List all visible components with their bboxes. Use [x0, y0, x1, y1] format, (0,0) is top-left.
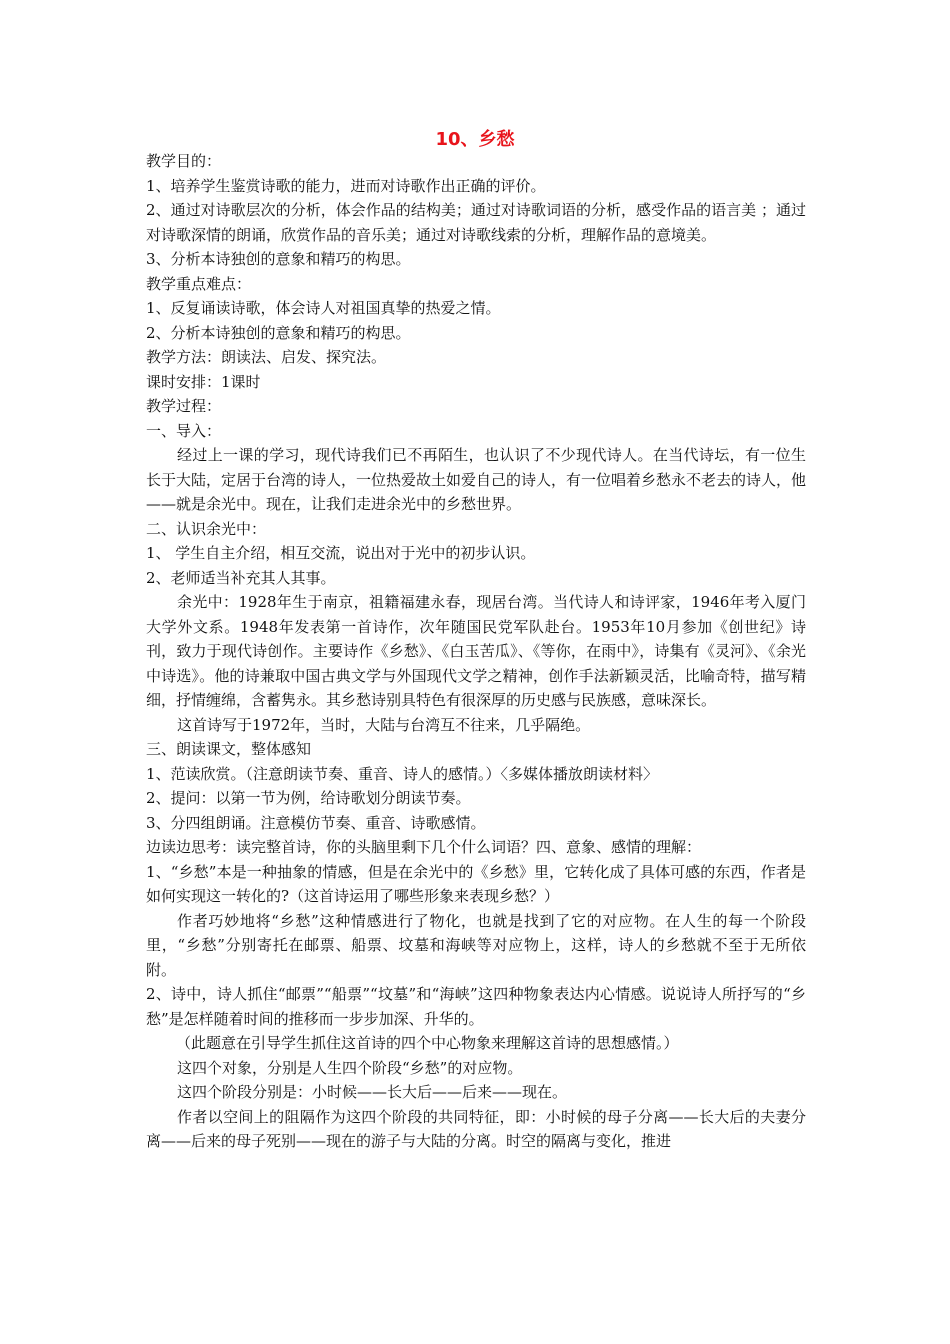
page-title: 10、乡愁	[435, 129, 515, 150]
step-item: 3、分四组朗诵。注意模仿节奏、重音、诗歌感情。	[146, 813, 486, 832]
question-paragraph: 2、诗中，诗人抓住“邮票”“船票”“坟墓”和“海峡”这四种物象表达内心情感。说说诗人所抒写的“乡愁”是怎样随着时间的推移而一步步加深、升华的。	[146, 985, 806, 1028]
date-paragraph: 这首诗写于1972年，当时，大陆与台湾互不往来，几乎隔绝。	[177, 715, 591, 734]
goal-item: 2、通过对诗歌层次的分析，体会作品的结构美；通过对诗歌词语的分析，感受作品的语言美 ；通过对诗歌深情的朗诵，欣赏作品的音乐美；通过对诗歌线索的分析，理解作品的意境美。	[146, 201, 806, 244]
step-heading: 二、认识余光中：	[146, 519, 267, 538]
step-item: 2、提问：以第一节为例，给诗歌划分朗读节奏。	[146, 789, 471, 807]
body-paragraph: 这四个阶段分别是：小时候——长大后——后来——现在。	[177, 1083, 568, 1101]
step-heading: 三、朗读课文，整体感知	[146, 740, 312, 758]
key-point-item: 2、分析本诗独创的意象和精巧的构思。	[146, 323, 411, 342]
document-body	[146, 149, 806, 1154]
key-points-heading: 教学重点难点：	[146, 274, 252, 293]
note-paragraph: （此题意在引导学生抓住这首诗的四个中心物象来理解这首诗的思想感情。）	[176, 1034, 679, 1052]
goals-heading: 教学目的：	[146, 152, 222, 170]
think-line: 边读边思考：读完整首诗，你的头脑里剩下几个什么词语？四、意象、感情的理解：	[146, 838, 702, 856]
step-item: 2、老师适当补充其人其事。	[146, 568, 336, 587]
body-paragraph: 这四个对象，分别是人生四个阶段“乡愁”的对应物。	[177, 1058, 523, 1077]
class-schedule: 课时安排：1课时	[146, 372, 261, 391]
goal-item: 3、分析本诗独创的意象和精巧的构思。	[146, 250, 411, 268]
teaching-method: 教学方法：朗读法、启发、探究法。	[146, 348, 387, 366]
intro-paragraph: 经过上一课的学习，现代诗我们已不再陌生，也认识了不少现代诗人。在当代诗坛，有一位生长于大陆，定居于台湾的诗人，一位热爱故土如爱自己的诗人，有一位唱着乡愁永不老去的诗人，他——就是余光中。现在，让我们走进余光中的乡愁世界。	[146, 446, 807, 513]
step-heading: 一、导入：	[146, 421, 222, 440]
question-paragraph: 1、“乡愁”本是一种抽象的情感，但是在余光中的《乡愁》里，它转化成了具体可感的东西，作者是如何实现这一转化的?（这首诗运用了哪些形象来表现乡愁？）	[146, 862, 806, 905]
process-heading: 教学过程：	[146, 397, 222, 415]
body-paragraph: 作者以空间上的阻隔作为这四个阶段的共同特征，即：小时候的母子分离——长大后的夫妻分离——后来的母子死别——现在的游子与大陆的分离。时空的隔离与变化，推进	[146, 1107, 806, 1150]
step-item: 1、 学生自主介绍，相互交流，说出对于光中的初步认识。	[146, 544, 536, 562]
goal-item: 1、培养学生鉴赏诗歌的能力，进而对诗歌作出正确的评价。	[146, 176, 546, 195]
biography-paragraph: 余光中：1928年生于南京，祖籍福建永春，现居台湾。当代诗人和诗评家，1946年考入厦门大学外文系。1948年发表第一首诗作，次年随国民党军队赴台。1953年10月参加《创世纪》诗刊，致力于现代诗创作。主要诗作《乡愁》、《白玉苦瓜》、《等你，在雨中》，诗集有《灵河》、《余光中诗选》。他的诗兼取中国古典文学与外国现代文学之精神，创作手法新颖灵活，比喻奇特，描写精细，抒情缠绵，含蓄隽永。其乡愁诗别具特色有很深厚的历史感与民族感，意味深长。	[146, 593, 806, 709]
key-point-item: 1、反复诵读诗歌，体会诗人对祖国真挚的热爱之情。	[146, 299, 501, 317]
answer-paragraph: 作者巧妙地将“乡愁”这种情感进行了物化，也就是找到了它的对应物。在人生的每一个阶段里，“乡愁”分别寄托在邮票、船票、坟墓和海峡等对应物上，这样，诗人的乡愁就不至于无所依附。	[146, 911, 806, 979]
step-item: 1、范读欣赏。（注意朗读节奏、重音、诗人的感情。）〈多媒体播放朗读材料〉	[146, 764, 659, 783]
